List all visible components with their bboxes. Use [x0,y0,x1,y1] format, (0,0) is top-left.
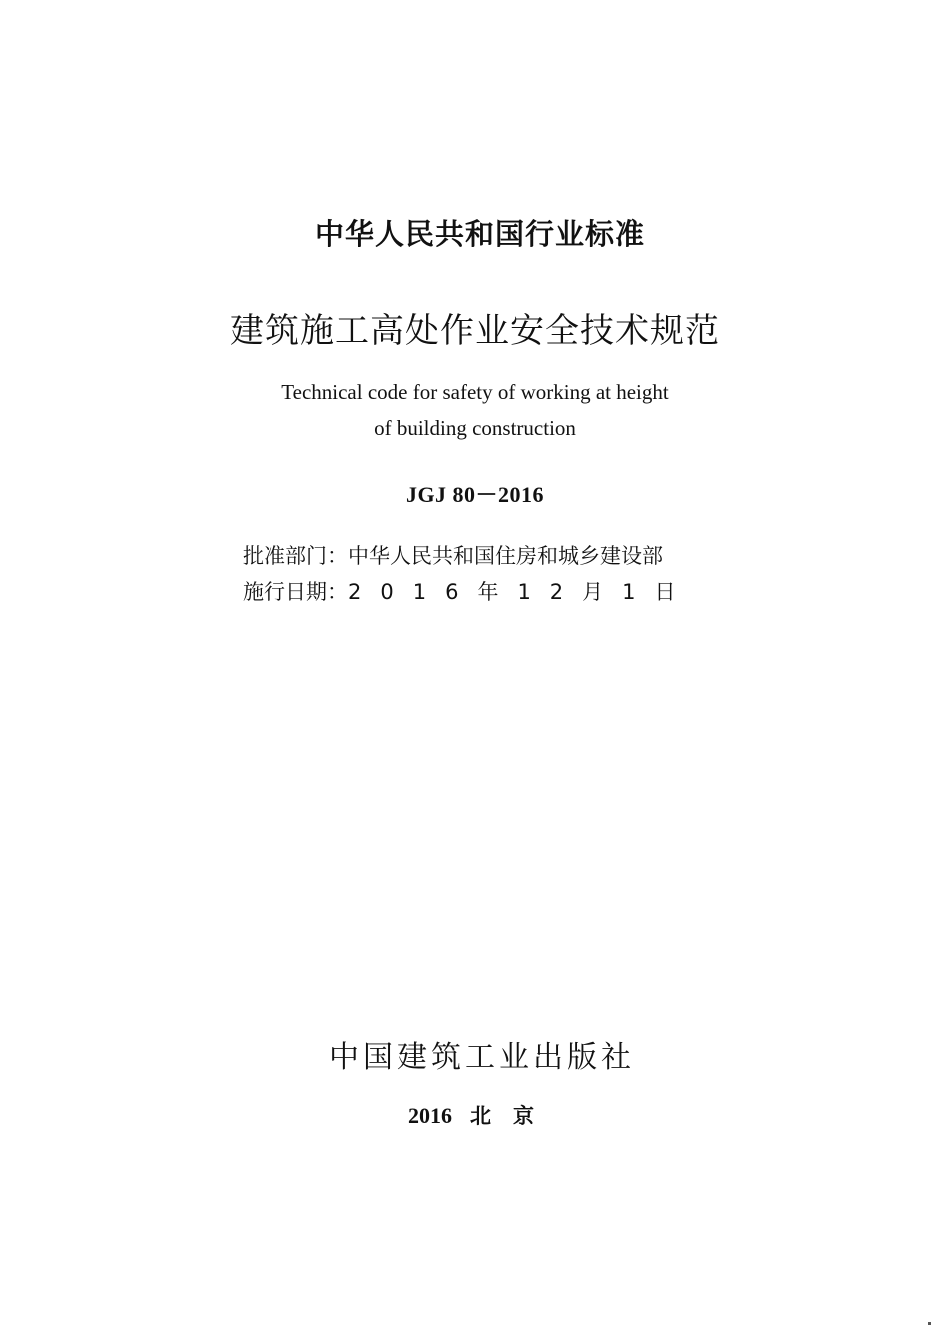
approval-value: 中华人民共和国住房和城乡建设部 [348,544,663,568]
approval-label: 批准部门： [243,544,348,568]
effective-date-line [243,576,695,606]
publication-city: 北京 [470,1104,556,1128]
publication-place [0,1100,950,1130]
title-english-line-2: of building construction [374,416,576,440]
publisher: 中国建筑工业出版社 [329,1040,635,1075]
title-english-line-1: Technical code for safety of working at height [281,380,669,404]
page-edge-mark [928,1322,931,1325]
publication-year: 2016 [408,1103,452,1128]
approval-department-line [243,540,663,570]
effective-value: 2016年12月1日 [348,580,695,604]
effective-label: 施行日期： [243,580,348,604]
standard-number: JGJ 80－2016 [405,482,545,507]
standard-category: 中华人民共和国行业标准 [314,217,645,251]
title-chinese: 建筑施工高处作业安全技术规范 [230,311,720,351]
